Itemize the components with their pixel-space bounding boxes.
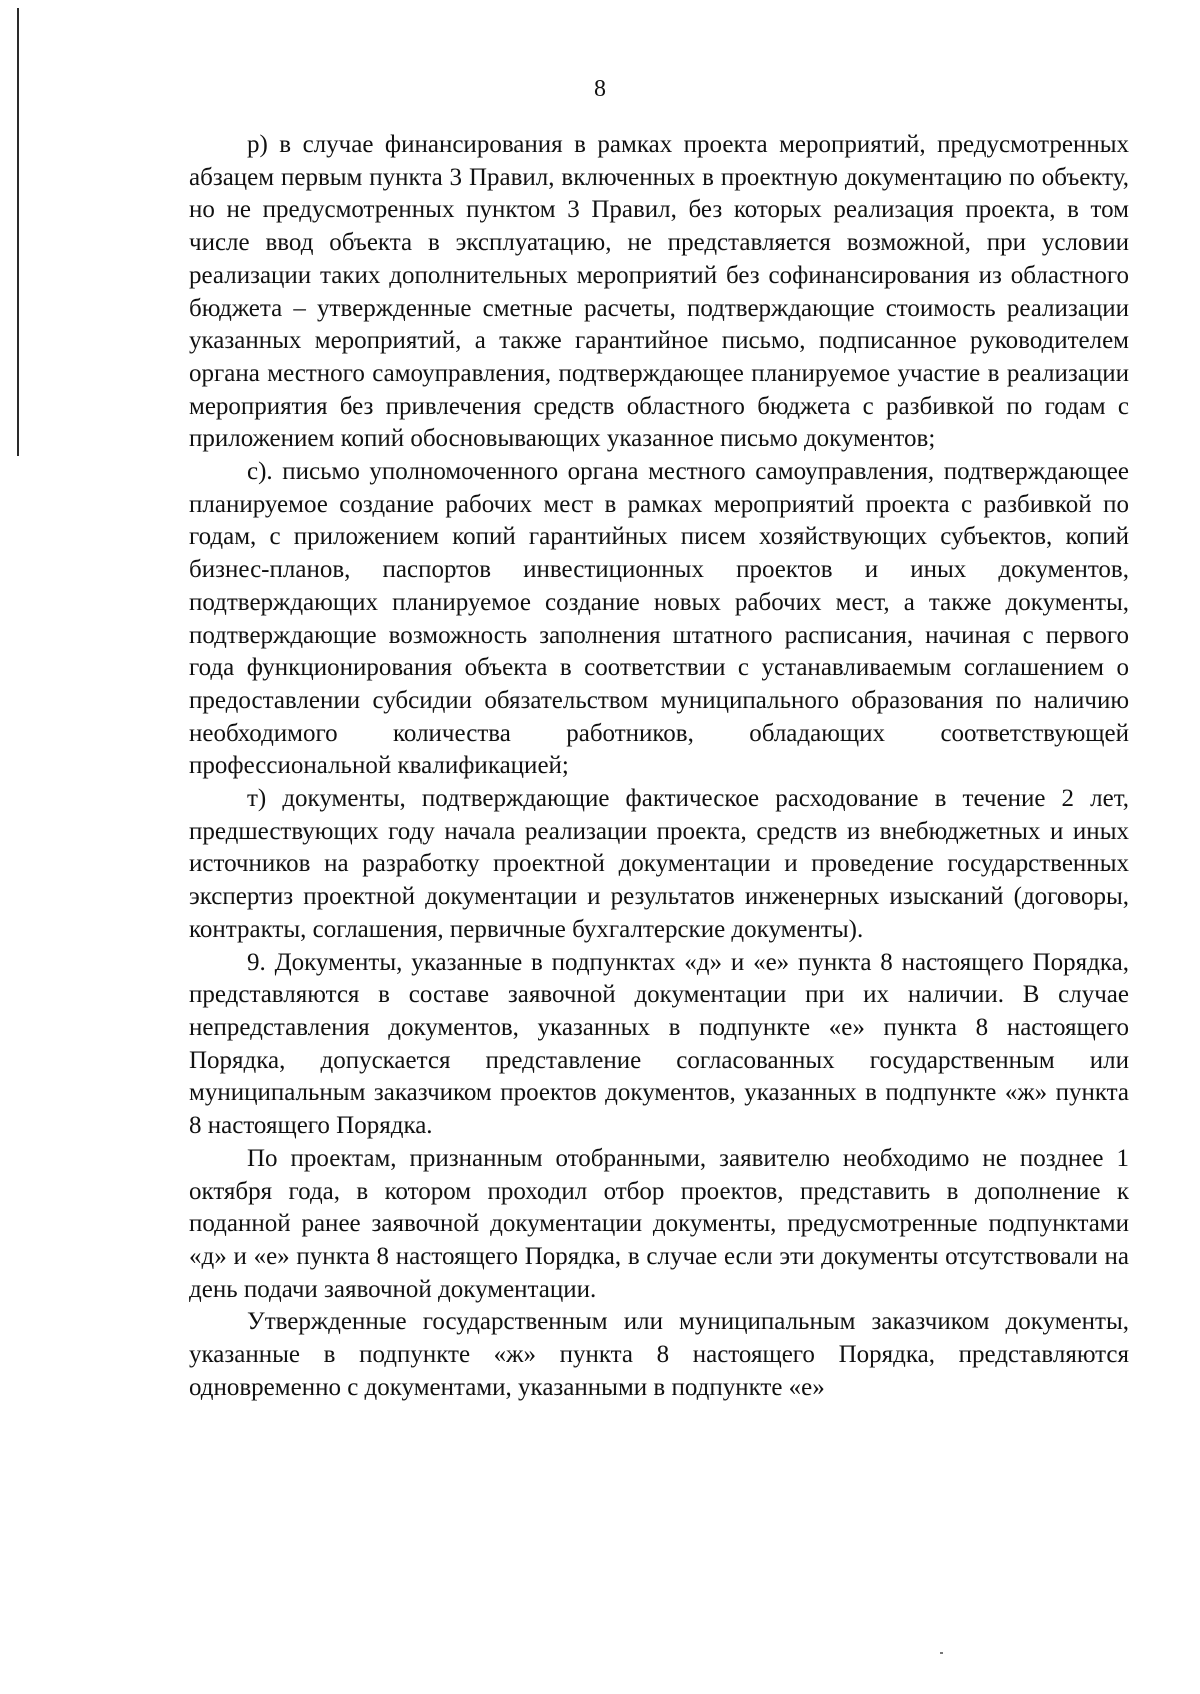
- paragraph-item-9: 9. Документы, указанные в подпунктах «д» и «е» пункта 8 настоящего Порядка, представляются в составе заявочной документации при их наличии. В случае непредставления документов, указанных в подпункте «е» пункта 8 настоящего Порядка, допускается представление согласованных государственным или муниципальным заказчиком проектов документов, указанных в подпункте «ж» пункта 8 настоящего Порядка.: [189, 948, 1129, 1140]
- paragraph-subitem-r: р) в случае финансирования в рамках проекта мероприятий, предусмотренных абзацем первым пункта 3 Правил, включенных в проектную документацию по объекту, но не предусмотренных пунктом 3 Правил, без которых реализация проекта, в том числе ввод объекта в эксплуатацию, не представляется возможной, при условии реализации таких дополнительных мероприятий без софинансирования из областного бюджета – утвержденные сметные расчеты, подтверждающие стоимость реализации указанных мероприятий, а также гарантийное письмо, подписанное руководителем органа местного самоуправления, подтверждающее планируемое участие в реализации мероприятия без привлечения средств областного бюджета с разбивкой по годам с приложением копий обосновывающих указанное письмо документов;: [189, 131, 1129, 453]
- paragraph-subitem-t: т) документы, подтверждающие фактическое расходование в течение 2 лет, предшествующих году начала реализации проекта, средств из внебюджетных и иных источников на разработку проектной документации и проведение государственных экспертиз проектной документации и результатов инженерных изысканий (договоры, контракты, соглашения, первичные бухгалтерские документы).: [189, 785, 1129, 943]
- paragraph-subitem-s: с). письмо уполномоченного органа местного самоуправления, подтверждающее планируемое создание рабочих мест в рамках мероприятий проекта с разбивкой по годам, с приложением копий гарантийных писем хозяйствующих субъектов, копий бизнес-планов, паспортов инвестиционных проектов и иных документов, подтверждающих планируемое создание новых рабочих мест, а также документы, подтверждающие возможность заполнения штатного расписания, начиная с первого года функционирования объекта в соответствии с устанавливаемым соглашением о предоставлении субсидии обязательством муниципального образования по наличию необходимого количества работников, обладающих соответствующей профессиональной квалификацией;: [189, 458, 1129, 780]
- page-number: 8: [594, 76, 606, 102]
- paragraph-selected-projects: По проектам, признанным отобранными, заявителю необходимо не позднее 1 октября года, в котором проходил отбор проектов, представить в дополнение к поданной ранее заявочной документации документы, предусмотренные подпунктами «д» и «е» пункта 8 настоящего Порядка, в случае если эти документы отсутствовали на день подачи заявочной документации.: [189, 1144, 1129, 1303]
- scan-speck: [940, 1652, 943, 1654]
- paragraph-approved-documents: Утвержденные государственным или муниципальным заказчиком документы, указанные в подпункте «ж» пункта 8 настоящего Порядка, представляются одновременно с документами, указанными в подпункте «е»: [189, 1308, 1129, 1401]
- document-body: [189, 129, 1129, 1404]
